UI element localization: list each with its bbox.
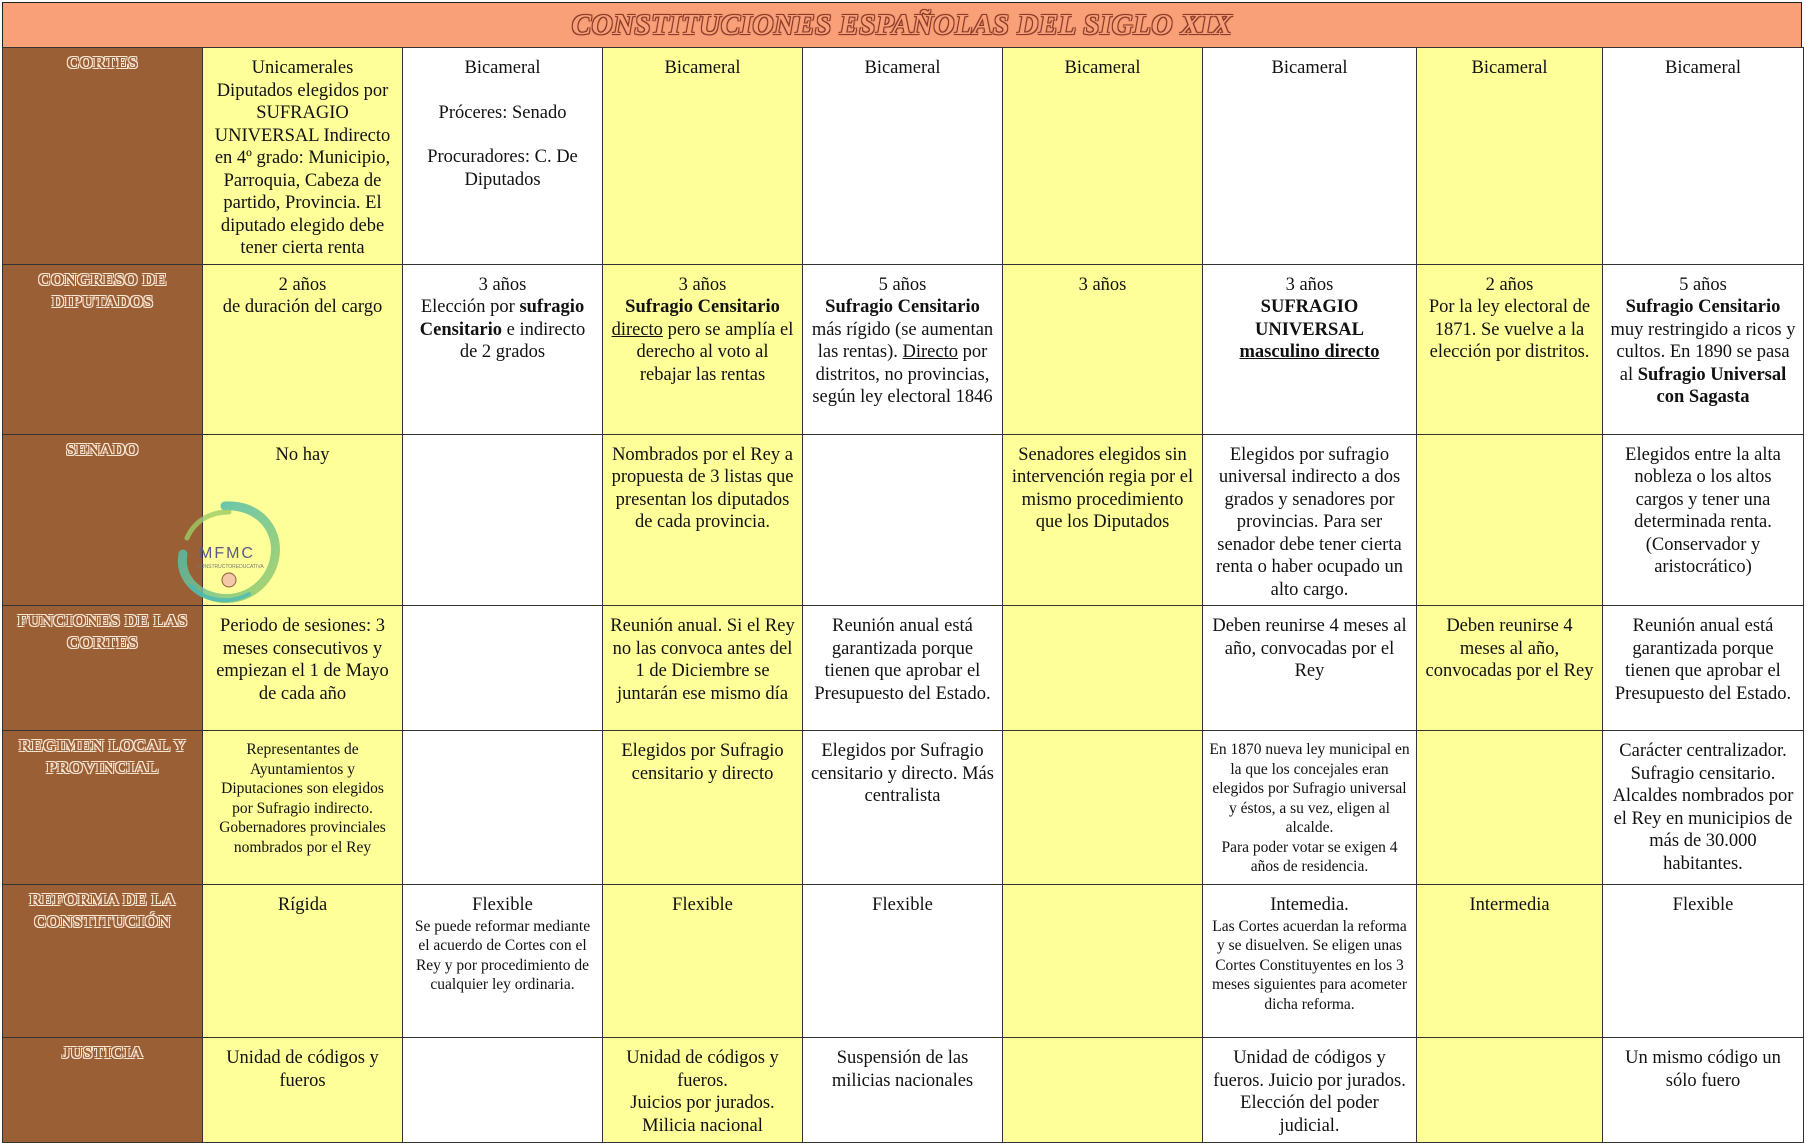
cell-cortes-1845: Bicameral <box>803 48 1003 265</box>
cell-senado-1845 <box>803 434 1003 606</box>
cell-congreso-1837: 3 años Sufragio Censitario directo pero se amplía el derecho al voto al rebajar las rentas <box>603 264 803 434</box>
cell-cortes-1856: Bicameral <box>1003 48 1203 265</box>
cell-reforma-1873: Intermedia <box>1417 885 1603 1038</box>
cell-funciones-1837: Reunión anual. Si el Rey no las convoca antes del 1 de Diciembre se juntarán ese mismo día <box>603 606 803 731</box>
cell-reforma-1876: Flexible <box>1603 885 1804 1038</box>
cell-funciones-1873: Deben reunirse 4 meses al año, convocadas por el Rey <box>1417 606 1603 731</box>
cell-senado-1834 <box>403 434 603 606</box>
cell-congreso-1856: 3 años <box>1003 264 1203 434</box>
cell-reforma-1812: Rígida <box>203 885 403 1038</box>
cell-senado-1837: Nombrados por el Rey a propuesta de 3 listas que presentan los diputados de cada provincia. <box>603 434 803 606</box>
cell-funciones-1834 <box>403 606 603 731</box>
cell-justicia-1837: Unidad de códigos y fueros. Juicios por jurados. Milicia nacional <box>603 1038 803 1143</box>
cell-congreso-1873: 2 años Por la ley electoral de 1871. Se vuelve a la elección por distritos. <box>1417 264 1603 434</box>
table-row-congreso <box>3 264 1804 434</box>
cell-regimen-1834 <box>403 731 603 885</box>
cell-regimen-1837: Elegidos por Sufragio censitario y directo <box>603 731 803 885</box>
row-header-funciones: FUNCIONES DE LAS CORTES <box>3 606 203 731</box>
page-title: CONSTITUCIONES ESPAÑOLAS DEL SIGLO XIX <box>2 2 1802 48</box>
mfmc-logo-icon <box>165 498 285 610</box>
cell-reforma-1834: Flexible Se puede reformar mediante el acuerdo de Cortes con el Rey y por procedimiento de cualquier ley ordinaria. <box>403 885 603 1038</box>
cell-cortes-1876: Bicameral <box>1603 48 1804 265</box>
cell-cortes-1869: Bicameral <box>1203 48 1417 265</box>
cell-congreso-1876: 5 años Sufragio Censitario muy restringido a ricos y cultos. En 1890 se pasa al Sufragio Universal con Sagasta <box>1603 264 1804 434</box>
row-header-senado: SENADO <box>3 434 203 606</box>
cell-funciones-1876: Reunión anual está garantizada porque tienen que aprobar el Presupuesto del Estado. <box>1603 606 1804 731</box>
cell-senado-1876: Elegidos entre la alta nobleza o los altos cargos y tener una determinada renta. (Conservador y aristocrático) <box>1603 434 1804 606</box>
logo-subtext: CONSTRUCTOREDUCATIVA <box>197 564 264 570</box>
cell-justicia-1873 <box>1417 1038 1603 1143</box>
cell-funciones-1845: Reunión anual está garantizada porque tienen que aprobar el Presupuesto del Estado. <box>803 606 1003 731</box>
cell-reforma-1837: Flexible <box>603 885 803 1038</box>
cell-senado-1856: Senadores elegidos sin intervención regia por el mismo procedimiento que los Diputados <box>1003 434 1203 606</box>
cell-justicia-1845: Suspensión de las milicias nacionales <box>803 1038 1003 1143</box>
cell-reforma-1869: Intemedia. Las Cortes acuerdan la reforma y se disuelven. Se eligen unas Cortes Constituyentes en los 3 meses siguientes para acometer dicha reforma. <box>1203 885 1417 1038</box>
cell-cortes-1837: Bicameral <box>603 48 803 265</box>
cell-reforma-1845: Flexible <box>803 885 1003 1038</box>
cell-cortes-1873: Bicameral <box>1417 48 1603 265</box>
row-header-cortes: CORTES <box>3 48 203 265</box>
table-row-justicia <box>3 1038 1804 1143</box>
cell-justicia-1812: Unidad de códigos y fueros <box>203 1038 403 1143</box>
cell-justicia-1856 <box>1003 1038 1203 1143</box>
cell-funciones-1856 <box>1003 606 1203 731</box>
cell-regimen-1869: En 1870 nueva ley municipal en la que los concejales eran elegidos por Sufragio universal y éstos, a su vez, eligen al alcalde. Para poder votar se exigen 4 años de residencia. <box>1203 731 1417 885</box>
row-header-reforma: REFORMA DE LA CONSTITUCIÓN <box>3 885 203 1038</box>
cell-regimen-1873 <box>1417 731 1603 885</box>
cell-cortes-1812: Unicamerales Diputados elegidos por SUFRAGIO UNIVERSAL Indirecto en 4º grado: Municipio, Parroquia, Cabeza de partido, Provincia. El diputado elegido debe tener cierta renta <box>203 48 403 265</box>
row-header-justicia: JUSTICIA <box>3 1038 203 1143</box>
table-row-cortes <box>3 48 1804 265</box>
cell-justicia-1876: Un mismo código un sólo fuero <box>1603 1038 1804 1143</box>
cell-regimen-1876: Carácter centralizador. Sufragio censitario. Alcaldes nombrados por el Rey en municipios de más de 30.000 habitantes. <box>1603 731 1804 885</box>
cell-senado-1869: Elegidos por sufragio universal indirecto a dos grados y senadores por provincias. Para ser senador debe tener cierta renta o haber ocupado un alto cargo. <box>1203 434 1417 606</box>
logo-text: MFMC <box>199 545 255 562</box>
cell-congreso-1845: 5 años Sufragio Censitario más rígido (se aumentan las rentas). Directo por distritos, no provincias, según ley electoral 1846 <box>803 264 1003 434</box>
row-header-regimen-local: REGIMEN LOCAL Y PROVINCIAL <box>3 731 203 885</box>
table-row-regimen-local <box>3 731 1804 885</box>
cell-regimen-1856 <box>1003 731 1203 885</box>
cell-congreso-1869: 3 años SUFRAGIO UNIVERSAL masculino directo <box>1203 264 1417 434</box>
cell-senado-1812: No hay <box>203 434 403 606</box>
cell-regimen-1845: Elegidos por Sufragio censitario y directo. Más centralista <box>803 731 1003 885</box>
cell-funciones-1812: Periodo de sesiones: 3 meses consecutivos y empiezan el 1 de Mayo de cada año <box>203 606 403 731</box>
cell-senado-1873 <box>1417 434 1603 606</box>
table-row-reforma <box>3 885 1804 1038</box>
row-header-congreso: CONGRESO DE DIPUTADOS <box>3 264 203 434</box>
cell-regimen-1812: Representantes de Ayuntamientos y Diputaciones son elegidos por Sufragio indirecto. Gobernadores provinciales nombrados por el Rey <box>203 731 403 885</box>
cell-justicia-1834 <box>403 1038 603 1143</box>
cell-congreso-1834: 3 años Elección por sufragio Censitario e indirecto de 2 grados <box>403 264 603 434</box>
cell-reforma-1856 <box>1003 885 1203 1038</box>
table-row-funciones <box>3 606 1804 731</box>
cell-cortes-1834: Bicameral Próceres: Senado Procuradores: C. De Diputados <box>403 48 603 265</box>
cell-funciones-1869: Deben reunirse 4 meses al año, convocadas por el Rey <box>1203 606 1417 731</box>
cell-justicia-1869: Unidad de códigos y fueros. Juicio por jurados. Elección del poder judicial. <box>1203 1038 1417 1143</box>
cell-congreso-1812: 2 años de duración del cargo <box>203 264 403 434</box>
